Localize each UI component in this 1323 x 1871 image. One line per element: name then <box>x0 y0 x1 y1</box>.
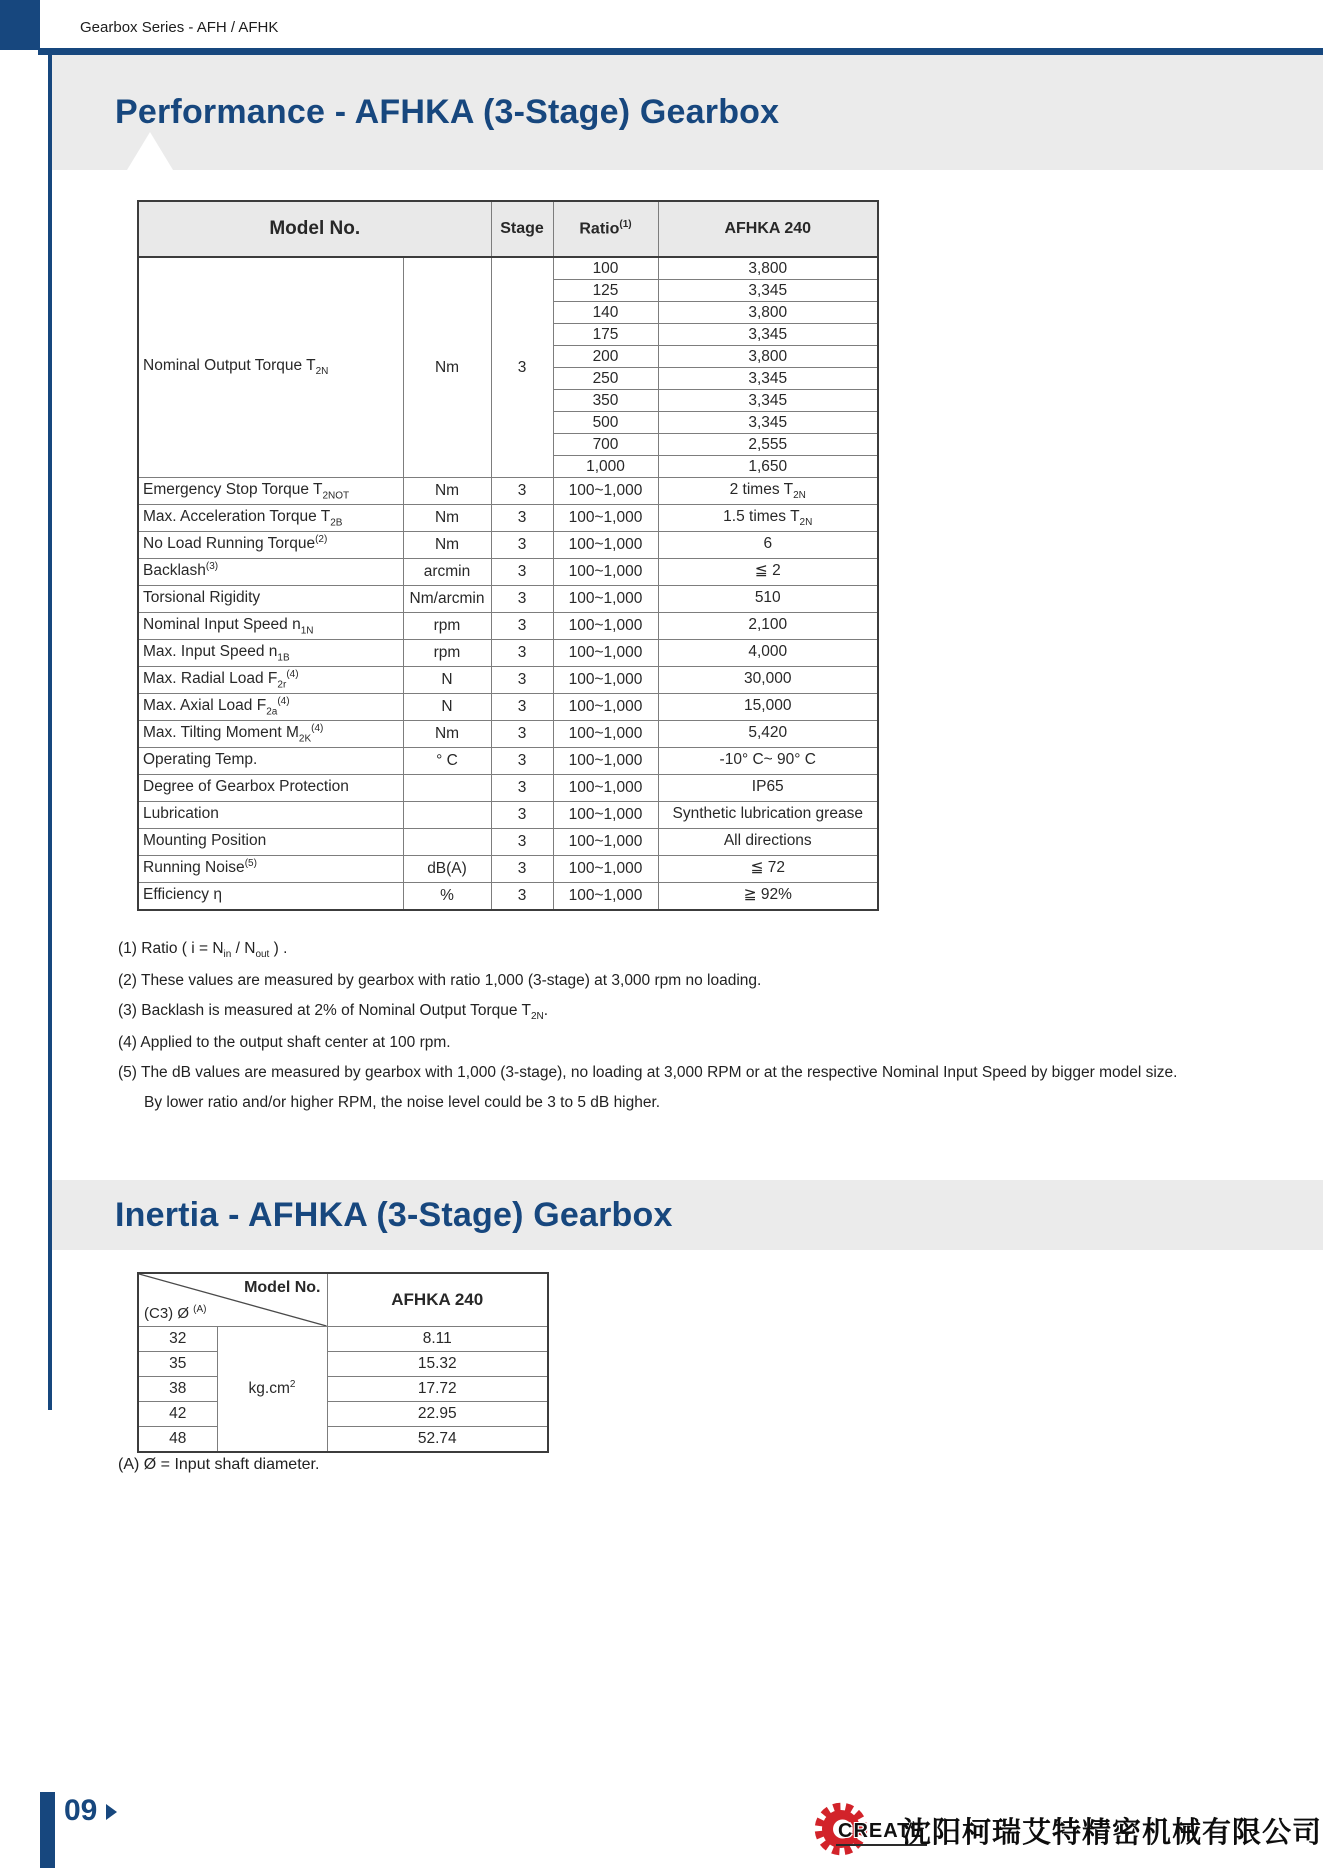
ratio-cell: 100 <box>553 257 658 280</box>
property-row <box>138 640 878 667</box>
unit-cell: arcmin <box>403 559 491 586</box>
property-row <box>138 748 878 775</box>
stage-cell: 3 <box>491 721 553 748</box>
stage-cell: 3 <box>491 883 553 911</box>
ratio-cell: 350 <box>553 390 658 412</box>
inertia-corner-diameter-text: (C3) Ø <box>144 1305 189 1322</box>
inertia-corner-diameter <box>144 1304 207 1322</box>
property-label-cell <box>138 694 403 721</box>
stage-cell: 3 <box>491 586 553 613</box>
ratio-cell: 100~1,000 <box>553 505 658 532</box>
stage-cell: 3 <box>491 613 553 640</box>
property-label: Max. Acceleration Torque T <box>143 508 331 526</box>
ratio-cell: 100~1,000 <box>553 640 658 667</box>
property-label: Emergency Stop Torque T <box>143 481 323 499</box>
value-text: ≦ 2 <box>754 562 781 580</box>
property-label: Max. Axial Load F <box>143 697 267 715</box>
unit-cell: rpm <box>403 613 491 640</box>
footnote-4: (4) Applied to the output shaft center at 100 rpm. <box>118 1034 451 1052</box>
unit-cell: ° C <box>403 748 491 775</box>
value-text: All directions <box>723 831 812 849</box>
value-cell: 3,800 <box>658 346 878 368</box>
property-label: Nominal Input Speed n <box>143 616 301 634</box>
value-cell <box>658 748 878 775</box>
property-label-cell <box>138 829 403 856</box>
unit-cell <box>403 775 491 802</box>
property-label-cell <box>138 478 403 505</box>
ratio-cell: 125 <box>553 280 658 302</box>
torque-unit-cell: Nm <box>403 257 491 478</box>
property-row <box>138 613 878 640</box>
value-text: 4,000 <box>748 642 788 660</box>
property-label-cell <box>138 532 403 559</box>
value-cell <box>658 640 878 667</box>
inertia-corner-cell <box>138 1273 327 1327</box>
value-cell <box>658 694 878 721</box>
value-cell <box>658 856 878 883</box>
value-sub: 2N <box>799 517 813 529</box>
ratio-cell: 100~1,000 <box>553 856 658 883</box>
ratio-cell: 1,000 <box>553 456 658 478</box>
diameter-cell: 38 <box>138 1377 217 1402</box>
page-number: 09 <box>64 1794 98 1827</box>
value-cell <box>658 586 878 613</box>
footnote-1 <box>118 940 1258 960</box>
ratio-cell: 250 <box>553 368 658 390</box>
inertia-row <box>138 1377 548 1402</box>
inertia-value-cell: 22.95 <box>327 1402 548 1427</box>
unit-cell: Nm/arcmin <box>403 586 491 613</box>
performance-title: Performance - AFHKA (3-Stage) Gearbox <box>115 93 780 131</box>
property-label: Degree of Gearbox Protection <box>143 778 349 796</box>
inertia-unit-sup: 2 <box>289 1379 296 1391</box>
footnote-5-continued: By lower ratio and/or higher RPM, the noise level could be 3 to 5 dB higher. <box>144 1094 661 1112</box>
inertia-row <box>138 1427 548 1453</box>
property-label: Torsional Rigidity <box>143 589 261 607</box>
unit-cell: Nm <box>403 505 491 532</box>
ratio-cell: 100~1,000 <box>553 775 658 802</box>
ratio-cell: 100~1,000 <box>553 802 658 829</box>
value-text: 1.5 times T <box>723 507 800 525</box>
property-label-cell <box>138 883 403 911</box>
stage-cell: 3 <box>491 748 553 775</box>
series-label: Gearbox Series - AFH / AFHK <box>80 19 279 36</box>
ratio-cell: 100~1,000 <box>553 478 658 505</box>
company-name: 沈阳柯瑞艾特精密机械有限公司 <box>902 1817 1323 1849</box>
value-cell: 3,800 <box>658 257 878 280</box>
footnote-1-text: (1) Ratio ( i = N <box>118 940 224 957</box>
inertia-title-band <box>52 1180 1323 1250</box>
value-cell <box>658 667 878 694</box>
value-text: -10° C~ 90° C <box>719 750 816 768</box>
value-text: ≦ 72 <box>750 859 786 877</box>
diameter-cell: 32 <box>138 1327 217 1352</box>
property-label-cell <box>138 667 403 694</box>
value-text: 2 times T <box>729 480 794 498</box>
ratio-cell: 140 <box>553 302 658 324</box>
inertia-value-cell: 52.74 <box>327 1427 548 1453</box>
header-product: AFHKA 240 <box>658 201 878 257</box>
value-cell <box>658 505 878 532</box>
stage-cell: 3 <box>491 532 553 559</box>
property-label: Lubrication <box>143 805 219 823</box>
value-text: 6 <box>763 534 773 552</box>
ratio-cell: 700 <box>553 434 658 456</box>
header-ratio <box>553 201 658 257</box>
property-label-cell <box>138 748 403 775</box>
label-sup: (4) <box>311 723 324 735</box>
unit-cell: N <box>403 694 491 721</box>
label-sub: 2K <box>298 733 312 745</box>
value-text: 2,100 <box>748 615 788 633</box>
header-model-no: Model No. <box>138 201 491 257</box>
header-ratio-text: Ratio <box>579 220 620 238</box>
property-label-cell <box>138 802 403 829</box>
footnote-3-text: (3) Backlash is measured at 2% of Nominal Output Torque T <box>118 1002 531 1020</box>
label-sub: 1B <box>277 652 290 664</box>
label-sub: 2a <box>266 706 278 718</box>
inertia-value-cell: 8.11 <box>327 1327 548 1352</box>
value-cell: 2,555 <box>658 434 878 456</box>
inertia-header-row <box>138 1273 548 1327</box>
value-text: Synthetic lubrication grease <box>672 804 863 822</box>
unit-cell: rpm <box>403 640 491 667</box>
header-ratio-sup: (1) <box>619 219 632 231</box>
ratio-cell: 100~1,000 <box>553 667 658 694</box>
footnote-3-text: . <box>543 1002 549 1020</box>
value-text: 15,000 <box>744 696 792 714</box>
inertia-footnote: (A) Ø = Input shaft diameter. <box>118 1456 320 1473</box>
label-sub: 1N <box>300 625 314 637</box>
value-cell <box>658 532 878 559</box>
stage-cell: 3 <box>491 856 553 883</box>
ratio-cell: 100~1,000 <box>553 721 658 748</box>
ratio-cell: 100~1,000 <box>553 613 658 640</box>
property-row <box>138 883 878 911</box>
stage-cell: 3 <box>491 775 553 802</box>
property-row <box>138 694 878 721</box>
inertia-unit-cell <box>217 1327 327 1453</box>
footnote-3-sub: 2N <box>530 1011 544 1023</box>
ratio-cell: 100~1,000 <box>553 694 658 721</box>
unit-cell: Nm <box>403 532 491 559</box>
footer-accent-bar <box>40 1792 55 1868</box>
value-cell <box>658 559 878 586</box>
value-text: IP65 <box>751 777 784 795</box>
property-row <box>138 559 878 586</box>
property-row <box>138 532 878 559</box>
value-sub: 2N <box>793 490 806 502</box>
table-header-row <box>138 201 878 257</box>
header-rule <box>38 48 1323 55</box>
footnote-5: (5) The dB values are measured by gearbox with 1,000 (3-stage), no loading at 3,000 RPM or at the respective Nominal Input Speed by bigger model size. <box>118 1064 1178 1082</box>
property-row <box>138 856 878 883</box>
stage-cell: 3 <box>491 640 553 667</box>
footnote-1-text: ) . <box>269 940 288 957</box>
unit-cell <box>403 802 491 829</box>
footnote-2: (2) These values are measured by gearbox with ratio 1,000 (3-stage) at 3,000 rpm no loading. <box>118 972 762 990</box>
property-row <box>138 721 878 748</box>
property-row <box>138 667 878 694</box>
label-sub: 2r <box>277 679 287 691</box>
value-cell: 3,345 <box>658 412 878 434</box>
value-cell <box>658 883 878 911</box>
header-stage: Stage <box>491 201 553 257</box>
stage-cell: 3 <box>491 694 553 721</box>
label-sup: (5) <box>244 858 257 870</box>
property-label-cell <box>138 559 403 586</box>
property-row <box>138 505 878 532</box>
inertia-row <box>138 1402 548 1427</box>
property-label-cell <box>138 613 403 640</box>
property-label: Operating Temp. <box>143 751 258 769</box>
ratio-cell: 200 <box>553 346 658 368</box>
property-label: Efficiency η <box>143 886 222 904</box>
property-label-cell <box>138 640 403 667</box>
value-text: 5,420 <box>748 723 788 741</box>
unit-cell: Nm <box>403 478 491 505</box>
value-cell: 3,345 <box>658 390 878 412</box>
inertia-unit-text: kg.cm <box>248 1380 290 1398</box>
performance-footnotes <box>118 940 1258 1124</box>
stage-cell: 3 <box>491 802 553 829</box>
property-row <box>138 586 878 613</box>
footnote-3 <box>118 1002 1258 1022</box>
value-cell <box>658 721 878 748</box>
ratio-cell: 100~1,000 <box>553 829 658 856</box>
property-label: Max. Input Speed n <box>143 643 278 661</box>
value-cell <box>658 802 878 829</box>
property-row <box>138 802 878 829</box>
band-notch <box>127 132 173 170</box>
ratio-cell: 100~1,000 <box>553 883 658 911</box>
torque-row <box>138 257 878 280</box>
value-cell <box>658 478 878 505</box>
ratio-cell: 100~1,000 <box>553 748 658 775</box>
stage-cell: 3 <box>491 667 553 694</box>
value-text: 510 <box>754 588 781 606</box>
diameter-cell: 35 <box>138 1352 217 1377</box>
ratio-cell: 100~1,000 <box>553 559 658 586</box>
unit-cell: % <box>403 883 491 911</box>
value-cell <box>658 613 878 640</box>
value-cell <box>658 829 878 856</box>
brand-name: CREATE <box>836 1820 927 1846</box>
label-sup: (3) <box>205 561 219 573</box>
property-label-cell <box>138 505 403 532</box>
property-label-cell <box>138 721 403 748</box>
diameter-cell: 42 <box>138 1402 217 1427</box>
property-label-cell <box>138 586 403 613</box>
property-label-cell <box>138 775 403 802</box>
inertia-title: Inertia - AFHKA (3-Stage) Gearbox <box>115 1195 673 1234</box>
label-sub: 2NOT <box>322 490 350 502</box>
corner-accent-square <box>0 0 40 50</box>
unit-cell: Nm <box>403 721 491 748</box>
value-cell: 3,345 <box>658 368 878 390</box>
inertia-value-cell: 17.72 <box>327 1377 548 1402</box>
torque-label-cell <box>138 257 403 478</box>
inertia-table <box>137 1272 549 1453</box>
property-row <box>138 775 878 802</box>
inertia-row <box>138 1327 548 1352</box>
value-cell: 1,650 <box>658 456 878 478</box>
stage-cell: 3 <box>491 505 553 532</box>
label-sup: (2) <box>315 534 328 546</box>
unit-cell: dB(A) <box>403 856 491 883</box>
footnote-1-sub-out: out <box>255 949 270 961</box>
label-sup: (4) <box>277 696 290 708</box>
inertia-corner-model-no: Model No. <box>244 1279 321 1296</box>
ratio-cell: 100~1,000 <box>553 586 658 613</box>
ratio-cell: 175 <box>553 324 658 346</box>
diameter-cell: 48 <box>138 1427 217 1453</box>
stage-cell: 3 <box>491 829 553 856</box>
ratio-cell: 500 <box>553 412 658 434</box>
footnote-1-text: / N <box>231 940 256 957</box>
performance-table <box>137 200 879 911</box>
value-cell <box>658 775 878 802</box>
property-label: Max. Radial Load F <box>143 670 278 688</box>
performance-title-band <box>52 55 1323 170</box>
unit-cell: N <box>403 667 491 694</box>
torque-stage-cell: 3 <box>491 257 553 478</box>
property-label: No Load Running Torque <box>143 535 316 553</box>
torque-label: Nominal Output Torque T <box>143 357 316 375</box>
property-row <box>138 829 878 856</box>
inertia-corner-sup: (A) <box>193 1304 207 1315</box>
page-arrow-icon <box>106 1804 117 1820</box>
value-cell: 3,345 <box>658 280 878 302</box>
inertia-header-product: AFHKA 240 <box>327 1273 548 1327</box>
label-sub: 2B <box>330 517 343 529</box>
value-text: 30,000 <box>744 669 792 687</box>
value-cell: 3,800 <box>658 302 878 324</box>
property-row <box>138 478 878 505</box>
unit-cell <box>403 829 491 856</box>
inertia-value-cell: 15.32 <box>327 1352 548 1377</box>
property-label: Backlash <box>143 562 206 580</box>
footnote-1-sub-in: in <box>223 949 232 961</box>
label-sup: (4) <box>286 669 299 681</box>
value-text: ≧ 92% <box>743 886 792 904</box>
property-label: Running Noise <box>143 859 245 877</box>
torque-label-sub: 2N <box>315 366 329 378</box>
stage-cell: 3 <box>491 478 553 505</box>
value-cell: 3,345 <box>658 324 878 346</box>
stage-cell: 3 <box>491 559 553 586</box>
inertia-row <box>138 1352 548 1377</box>
property-label: Max. Tilting Moment M <box>143 724 299 742</box>
property-label: Mounting Position <box>143 832 267 850</box>
ratio-cell: 100~1,000 <box>553 532 658 559</box>
property-label-cell <box>138 856 403 883</box>
